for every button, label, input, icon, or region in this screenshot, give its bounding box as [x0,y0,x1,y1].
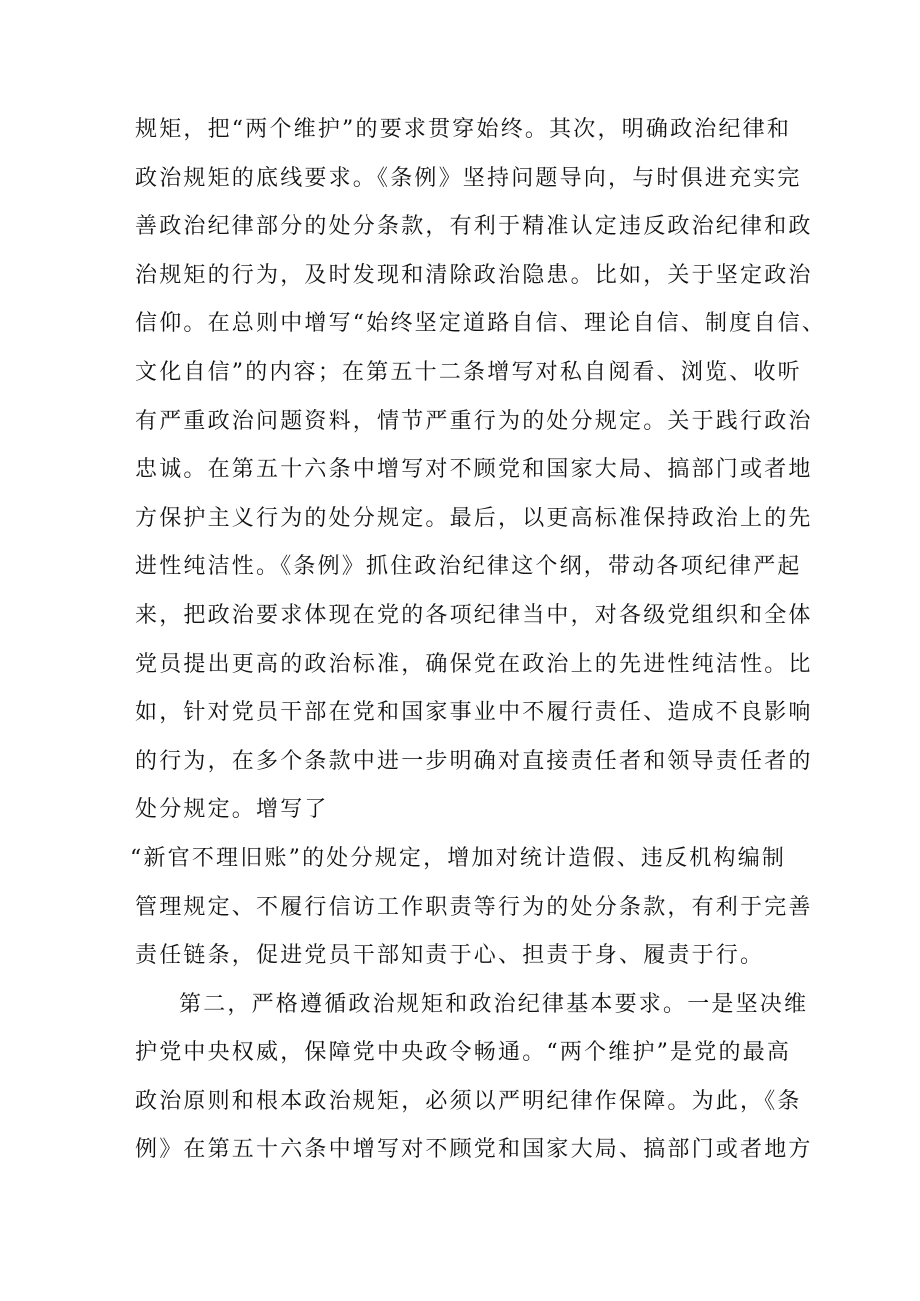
text-line: 政治原则和根本政治规矩，必须以严明纪律作保障。为此，《条 [135,1088,802,1114]
text-line: 如，针对党员干部在党和国家事业中不履行责任、造成不良影响 [135,700,813,726]
text-line: 善政治纪律部分的处分条款，有利于精准认定违反政治纪律和政 [135,214,813,240]
text-line: 规矩，把“两个维护”的要求贯穿始终。其次，明确政治纪律和 [135,117,792,142]
text-line: 管理规定、不履行信访工作职责等行为的处分条款，有利于完善 [135,894,813,920]
text-line: 党员提出更高的政治标准，确保党在政治上的先进性纯洁性。比 [135,651,813,677]
paragraph-first-line: 第二，严格遵循政治规矩和政治纪律基本要求。一是坚决维 [179,991,809,1017]
text-line: 责任链条，促进党员干部知责于心、担责于身、履责于行。 [135,943,765,969]
body-text [130,106,827,1175]
text-line: 来，把政治要求体现在党的各项纪律当中，对各级党组织和全体 [135,602,813,628]
text-line: 处分规定。增写了 [135,797,329,823]
text-line: 方保护主义行为的处分规定。最后，以更高标准保持政治上的先 [135,505,813,531]
text-line: 进性纯洁性。《条例》抓住政治纪律这个纲，带动各项纪律严起 [135,554,802,580]
text-line: 例》在第五十六条中增写对不顾党和国家大局、搞部门或者地方 [135,1137,813,1163]
text-line: 治规矩的行为，及时发现和清除政治隐患。比如，关于坚定政治 [135,262,813,288]
text-line: 护党中央权威，保障党中央政令畅通。“两个维护”是党的最高 [135,1040,792,1066]
text-line: 的行为，在多个条款中进一步明确对直接责任者和领导责任者的 [135,748,813,774]
text-line: 忠诚。在第五十六条中增写对不顾党和国家大局、搞部门或者地 [135,457,813,483]
text-line: 有严重政治问题资料，情节严重行为的处分规定。关于践行政治 [135,408,813,434]
text-line: 政治规矩的底线要求。《条例》坚持问题导向，与时俱进充实完 [135,165,802,191]
text-line: “新官不理旧账”的处分规定，增加对统计造假、违反机构编制 [130,845,787,871]
text-line: 信仰。在总则中增写“始终坚定道路自信、理论自信、制度自信、 [135,311,827,337]
text-line: 文化自信”的内容；在第五十二条增写对私自阅看、浏览、收听 [135,359,802,385]
